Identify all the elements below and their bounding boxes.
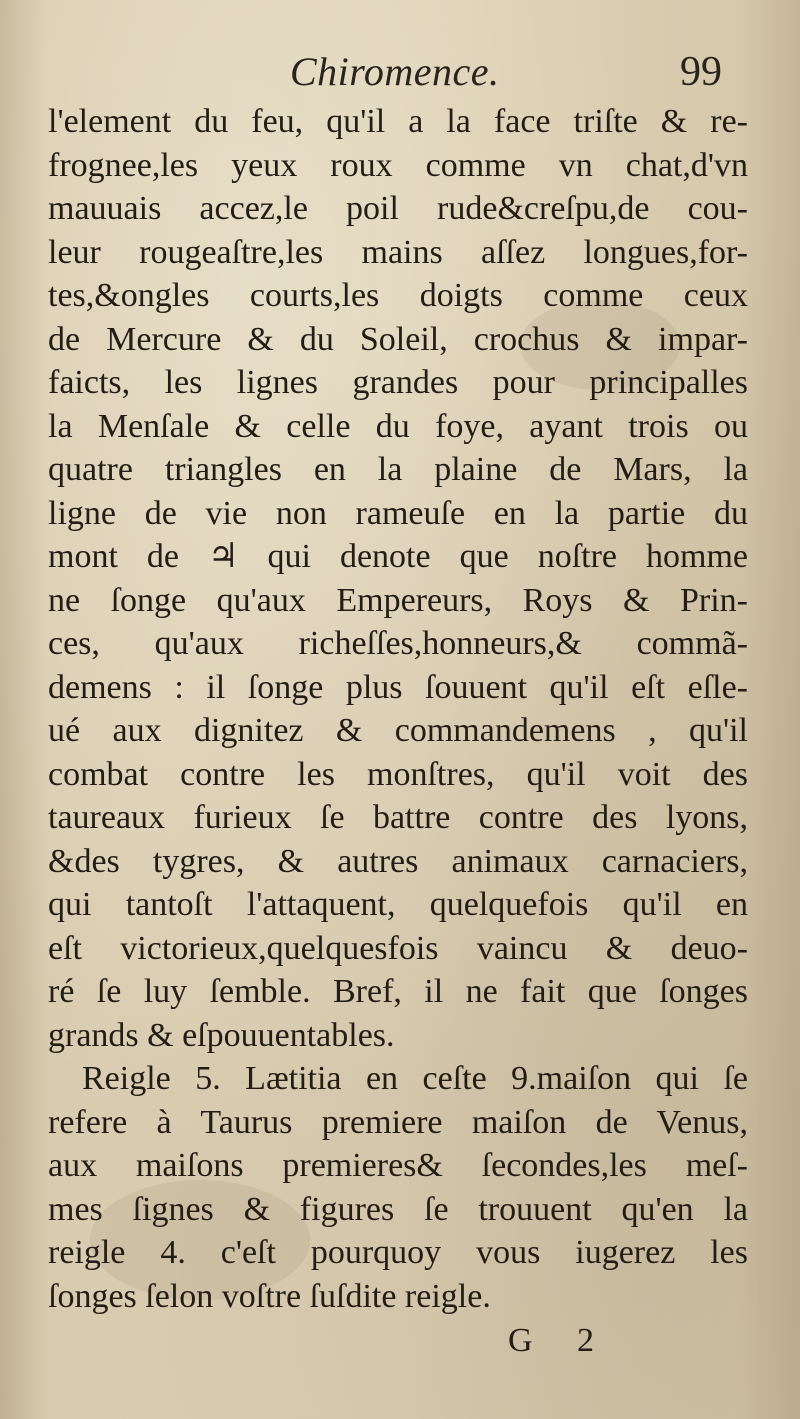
- text-line: &des tygres, & autres animaux carnaciers,: [48, 842, 748, 880]
- text-line: mont de ♃ qui denote que noſtre homme: [48, 538, 748, 575]
- page-number: 99: [680, 49, 722, 95]
- text-line: eſt victorieux,quelquesfois vaincu & deuo-: [48, 929, 748, 967]
- text-line: faicts, les lignes grandes pour principalles: [48, 364, 748, 401]
- text-line: ne ſonge qu'aux Empereurs, Roys & Prin-: [48, 581, 748, 619]
- text-line: tes,&ongles courts,les doigts comme ceux: [48, 277, 748, 314]
- text-line: leur rougeaſtre,les mains aſſez longues,for-: [48, 233, 748, 271]
- text-line: taureaux furieux ſe battre contre des lyons,: [48, 799, 748, 836]
- text-line: grands & eſpouuentables.: [48, 1016, 395, 1054]
- text-line: ces, qu'aux richeſſes,honneurs,& commã-: [48, 625, 748, 662]
- text-line: Reigle 5. Lætitia en ceſte 9.maiſon qui ſe: [82, 1060, 748, 1097]
- text-line: qui tantoſt l'attaquent, quelquefois qu'il en: [48, 886, 748, 923]
- text-line: frognee,les yeux roux comme vn chat,d'vn: [48, 146, 748, 184]
- text-line: demens : il ſonge plus ſouuent qu'il eſt eſle-: [48, 668, 748, 706]
- text-line: la Menſale & celle du foye, ayant trois ou: [48, 407, 748, 445]
- text-line: ré ſe luy ſemble. Bref, il ne fait que ſonges: [48, 973, 748, 1010]
- text-line: quatre triangles en la plaine de Mars, la: [48, 451, 748, 488]
- signature-mark: G 2: [508, 1322, 613, 1359]
- main-text: [48, 100, 748, 1318]
- text-line: mes ſignes & figures ſe trouuent qu'en la: [48, 1190, 748, 1228]
- text-line: reigle 4. c'eſt pourquoy vous iugerez les: [48, 1234, 748, 1271]
- text-line: ſonges ſelon voſtre ſuſdite reigle.: [48, 1277, 491, 1315]
- running-title: Chiromence.: [290, 49, 500, 94]
- text-line: combat contre les monſtres, qu'il voit des: [48, 755, 748, 793]
- text-line: refere à Taurus premiere maiſon de Venus,: [48, 1103, 748, 1141]
- page-header: [0, 38, 800, 98]
- text-line: l'element du feu, qu'il a la face triſte & re-: [48, 103, 748, 140]
- text-line: ligne de vie non rameuſe en la partie du: [48, 494, 748, 532]
- text-line: aux maiſons premieres& ſecondes,les meſ-: [48, 1147, 748, 1184]
- text-line: mauuais accez,le poil rude&creſpu,de cou-: [48, 190, 748, 227]
- text-line: de Mercure & du Soleil, crochus & impar-: [48, 320, 748, 358]
- text-line: ué aux dignitez & commandemens , qu'il: [48, 712, 748, 749]
